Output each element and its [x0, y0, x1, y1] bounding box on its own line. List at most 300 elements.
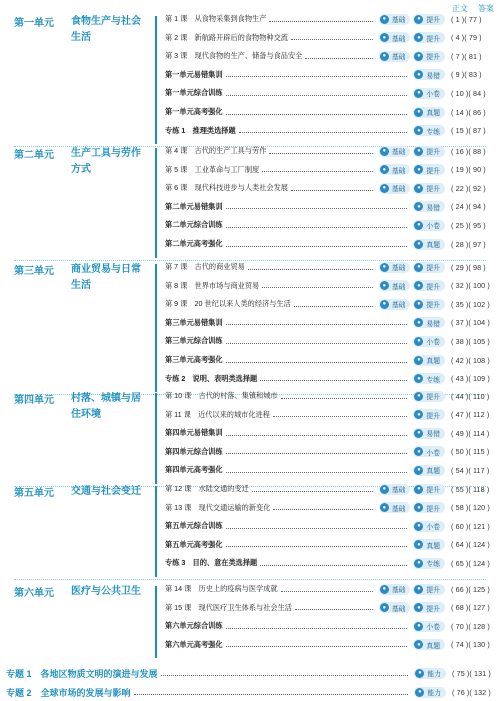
badge-label: 提升	[426, 302, 440, 310]
leader-dots	[226, 95, 408, 96]
badge	[379, 262, 411, 273]
entry-label: 第 14 课 历史上的疫病与医学成就	[165, 584, 278, 593]
page-numbers: ( 76 )( 132 )	[452, 687, 491, 697]
leader-dots	[262, 287, 373, 288]
page-numbers: ( 74 )( 130 )	[451, 640, 490, 650]
circle-icon: ●	[414, 240, 423, 249]
unit-divider	[155, 148, 157, 258]
circle-icon: ●	[414, 263, 423, 272]
circle-icon: ●	[380, 603, 389, 612]
entry-label: 第 5 课 工业革命与工厂制度	[165, 164, 260, 174]
unit-title: 生产工具与劳作方式	[71, 148, 141, 175]
page-numbers: ( 9 )( 83 )	[451, 70, 482, 80]
toc-entry[interactable]	[165, 618, 495, 634]
page-numbers: ( 42 )( 108 )	[451, 355, 490, 365]
badge-label: 提升	[426, 167, 440, 175]
badge	[413, 69, 445, 80]
toc-entry[interactable]	[165, 371, 495, 387]
badge-label: 小卷	[426, 449, 440, 457]
leader-dots	[291, 190, 373, 191]
badge-label: 基础	[391, 302, 406, 310]
page-numbers: ( 14 )( 86 )	[451, 107, 486, 117]
page-numbers: ( 16 )( 88 )	[451, 146, 486, 156]
circle-icon: ●	[414, 15, 423, 24]
circle-icon: ●	[414, 318, 423, 327]
circle-icon: ●	[380, 300, 389, 309]
unit-number: 第五单元	[14, 488, 54, 499]
page-numbers: ( 24 )( 94 )	[451, 202, 486, 212]
entry-label: 第 2 课 新航路开辟后的食物物种交流	[165, 32, 288, 42]
circle-icon: ●	[414, 447, 423, 456]
toc-entry[interactable]	[165, 462, 495, 478]
badge	[413, 409, 445, 420]
entry-label: 第一单元高考强化	[165, 107, 223, 116]
badge	[379, 280, 411, 291]
unit-title: 村落、城镇与居住环境	[71, 393, 141, 420]
badge	[379, 14, 411, 25]
circle-icon: ●	[414, 147, 423, 156]
badge	[413, 201, 445, 212]
badge	[414, 687, 446, 698]
unit-number: 第六单元	[14, 588, 54, 599]
badge-label: 专练	[426, 376, 440, 384]
toc-entry[interactable]	[165, 581, 495, 597]
circle-icon: ●	[414, 202, 423, 211]
header-zhengwen: 正文	[452, 4, 468, 13]
page-numbers: ( 50 )( 115 )	[451, 447, 490, 457]
circle-icon: ●	[414, 300, 423, 309]
badge-label: 基础	[391, 54, 406, 62]
toc-entry[interactable]	[165, 162, 495, 178]
circle-icon: ●	[380, 585, 389, 594]
entry-label: 第三单元易错集训	[165, 317, 223, 327]
circle-icon: ●	[414, 52, 423, 61]
badge	[413, 428, 445, 439]
toc-entry[interactable]	[165, 315, 495, 331]
badge	[413, 521, 445, 532]
badge-label: 提升	[426, 394, 440, 401]
page-numbers: ( 1 )( 77 )	[451, 14, 482, 24]
toc-entry[interactable]	[165, 278, 495, 294]
badge	[379, 183, 411, 194]
page-numbers: ( 35 )( 102 )	[451, 299, 490, 309]
toc-entry[interactable]	[165, 637, 495, 653]
toc-entry[interactable]	[165, 481, 495, 497]
circle-icon: ●	[414, 540, 423, 549]
leader-dots	[226, 76, 408, 77]
circle-icon: ●	[414, 466, 423, 475]
circle-icon: ●	[414, 392, 423, 401]
leader-dots	[294, 306, 373, 307]
toc-entry[interactable]	[165, 537, 495, 553]
badge	[379, 502, 411, 513]
page-numbers: ( 25 )( 95 )	[451, 220, 486, 230]
circle-icon: ●	[414, 374, 423, 383]
badge	[379, 299, 411, 310]
circle-icon: ●	[380, 184, 389, 193]
badge	[413, 639, 445, 650]
page-numbers: ( 58 )( 120 )	[451, 503, 490, 513]
page-numbers: ( 44 )( 110 )	[451, 391, 490, 401]
circle-icon: ●	[380, 15, 389, 24]
leader-dots	[226, 546, 408, 547]
unit-title: 商业贸易与日常生活	[71, 264, 141, 291]
badge	[413, 584, 445, 595]
badge	[379, 146, 411, 157]
badge	[379, 484, 411, 495]
badge-label: 真题	[426, 358, 440, 365]
entry-label: 第一单元综合训练	[165, 88, 223, 98]
leader-dots	[226, 646, 408, 647]
entry-label: 专练 1 推理类选择题	[165, 125, 236, 135]
badge	[379, 51, 411, 62]
topic-entry[interactable]	[6, 684, 496, 700]
circle-icon: ●	[380, 147, 389, 156]
badge	[413, 373, 445, 384]
badge-label: 基础	[391, 167, 406, 175]
badge-label: 小卷	[426, 524, 440, 532]
toc-entry[interactable]	[165, 555, 495, 571]
circle-icon: ●	[380, 281, 389, 290]
leader-dots	[252, 491, 373, 492]
badge	[413, 125, 445, 136]
badge-label: 真题	[426, 110, 440, 117]
toc-entry[interactable]	[165, 180, 495, 196]
page-numbers: ( 10 )( 84 )	[451, 88, 486, 98]
badge-label: 基础	[391, 149, 406, 156]
leader-dots	[226, 453, 408, 454]
circle-icon: ●	[414, 585, 423, 594]
entry-label: 第五单元高考强化	[165, 539, 223, 549]
badge	[413, 502, 445, 513]
unit-divider	[155, 486, 157, 577]
leader-dots	[226, 435, 408, 436]
badge-label: 提升	[426, 587, 440, 594]
badge-label: 基础	[391, 186, 406, 194]
entry-label: 第二单元综合训练	[165, 220, 223, 230]
leader-dots	[226, 227, 408, 228]
leader-dots	[273, 509, 372, 510]
badge	[413, 164, 445, 175]
toc-entry[interactable]	[165, 600, 495, 616]
leader-dots	[260, 565, 407, 566]
circle-icon: ●	[380, 52, 389, 61]
badge	[413, 88, 445, 99]
toc-entry[interactable]	[165, 500, 495, 516]
page-numbers: ( 47 )( 112 )	[451, 410, 490, 420]
circle-icon: ●	[414, 503, 423, 512]
badge	[413, 183, 445, 194]
unit-title: 食物生产与社会生活	[71, 16, 141, 43]
badge-label: 提升	[426, 505, 440, 513]
unit-title: 医疗与公共卫生	[71, 586, 141, 597]
toc-entry[interactable]	[165, 352, 495, 368]
circle-icon: ●	[414, 622, 423, 631]
leader-dots	[226, 208, 408, 209]
leader-dots	[262, 171, 373, 172]
toc-entry[interactable]	[165, 296, 495, 312]
unit-separator	[14, 579, 486, 580]
toc-entry[interactable]	[165, 199, 495, 215]
badge-label: 基础	[391, 605, 406, 613]
page-numbers: ( 19 )( 90 )	[451, 165, 486, 175]
badge-label: 能力	[427, 671, 441, 678]
page-numbers: ( 75 )( 131 )	[452, 668, 491, 678]
toc-entry[interactable]	[165, 85, 495, 101]
leader-dots	[226, 343, 408, 344]
badge-label: 提升	[426, 265, 440, 272]
page-numbers: ( 68 )( 127 )	[451, 603, 490, 613]
badge-label: 提升	[426, 186, 440, 194]
toc-entry[interactable]	[165, 407, 495, 423]
circle-icon: ●	[414, 603, 423, 612]
circle-icon: ●	[380, 263, 389, 272]
badge-label: 基础	[391, 587, 406, 594]
unit-divider	[155, 264, 157, 392]
toc-entry[interactable]	[165, 104, 495, 120]
circle-icon: ●	[414, 165, 423, 174]
leader-dots	[226, 628, 408, 629]
page-numbers: ( 60 )( 121 )	[451, 521, 490, 531]
toc-entry[interactable]	[165, 388, 495, 404]
entry-label: 第一单元易错集训	[165, 69, 223, 79]
toc-entry[interactable]	[165, 30, 495, 46]
badge-label: 小卷	[426, 91, 440, 99]
badge-label: 小卷	[426, 624, 440, 632]
badge-label: 易错	[426, 431, 440, 439]
badge	[379, 584, 411, 595]
badge-label: 真题	[426, 642, 440, 650]
leader-dots	[226, 362, 408, 363]
circle-icon: ●	[380, 485, 389, 494]
entry-label: 第 1 课 从食物采集到食物生产	[165, 14, 267, 23]
toc-entry[interactable]	[165, 143, 495, 159]
entry-label: 第四单元高考强化	[165, 465, 223, 475]
badge-label: 提升	[426, 412, 440, 420]
topic-label: 专题 1 各地区物质文明的演进与发展	[6, 668, 158, 679]
badge-label: 专练	[426, 128, 440, 136]
entry-label: 第四单元综合训练	[165, 446, 223, 456]
leader-dots	[295, 609, 373, 610]
circle-icon: ●	[380, 165, 389, 174]
page-numbers: ( 64 )( 124 )	[451, 540, 490, 550]
unit-number: 第四单元	[14, 395, 54, 406]
circle-icon: ●	[414, 640, 423, 649]
badge	[413, 32, 445, 43]
page-numbers: ( 70 )( 128 )	[451, 621, 490, 631]
badge	[413, 602, 445, 613]
circle-icon: ●	[414, 126, 423, 135]
entry-label: 第 10 课 古代的村落、集镇和城市	[165, 391, 278, 400]
badge-label: 提升	[426, 283, 440, 291]
badge-label: 提升	[426, 605, 440, 613]
badge-label: 基础	[391, 17, 406, 24]
leader-dots	[226, 528, 408, 529]
badge-label: 提升	[426, 149, 440, 156]
unit-number: 第二单元	[14, 150, 54, 161]
badge-label: 真题	[426, 468, 440, 476]
circle-icon: ●	[414, 33, 423, 42]
badge	[379, 164, 411, 175]
entry-label: 第三单元综合训练	[165, 336, 223, 346]
entry-label: 第 7 课 古代的商业贸易	[165, 262, 245, 271]
circle-icon: ●	[414, 356, 423, 365]
circle-icon: ●	[415, 669, 424, 678]
badge-label: 提升	[426, 35, 440, 43]
circle-icon: ●	[414, 559, 423, 568]
circle-icon: ●	[380, 503, 389, 512]
badge	[413, 484, 445, 495]
badge	[379, 602, 411, 613]
badge	[413, 262, 445, 273]
page-numbers: ( 7 )( 81 )	[451, 51, 482, 61]
page-numbers: ( 55 )( 118 )	[451, 484, 490, 494]
badge-label: 小卷	[426, 339, 440, 347]
entry-label: 第三单元高考强化	[165, 355, 223, 364]
badge-label: 基础	[391, 505, 406, 513]
badge-label: 提升	[426, 487, 440, 494]
page-numbers: ( 15 )( 87 )	[451, 126, 486, 136]
unit-number: 第三单元	[14, 266, 54, 277]
leader-dots	[281, 398, 408, 399]
entry-label: 专练 2 说明、表明类选择题	[165, 373, 258, 383]
toc-entry[interactable]	[165, 444, 495, 460]
badge	[413, 220, 445, 231]
page-numbers: ( 49 )( 114 )	[451, 428, 490, 438]
entry-label: 第四单元易错集训	[165, 428, 223, 438]
entry-label: 第六单元综合训练	[165, 621, 223, 631]
circle-icon: ●	[414, 522, 423, 531]
badge-label: 易错	[426, 320, 440, 328]
badge-label: 提升	[426, 54, 440, 62]
badge	[413, 107, 445, 118]
entry-label: 第五单元综合训练	[165, 521, 223, 531]
page-numbers: ( 43 )( 109 )	[451, 374, 490, 384]
topic-label: 专题 2 全球市场的发展与影响	[6, 687, 131, 698]
entry-label: 第 4 课 古代的生产工具与劳作	[165, 146, 267, 155]
badge	[413, 239, 445, 250]
page-numbers: ( 66 )( 125 )	[451, 584, 490, 594]
page-numbers: ( 65 )( 124 )	[451, 558, 490, 568]
page-numbers: ( 28 )( 97 )	[451, 239, 486, 249]
leader-dots	[269, 153, 372, 154]
entry-label: 第 13 课 现代交通运输的新变化	[165, 502, 271, 512]
entry-label: 第 11 课 近代以来的城市化进程	[165, 409, 270, 419]
badge	[379, 32, 411, 43]
page-numbers: ( 54 )( 117 )	[451, 465, 490, 475]
unit-title: 交通与社会变迁	[71, 486, 141, 497]
badge	[413, 465, 445, 476]
page-numbers: ( 37 )( 104 )	[451, 318, 490, 328]
badge-label: 易错	[426, 204, 440, 212]
badge-label: 易错	[426, 72, 440, 80]
leader-dots	[248, 269, 373, 270]
badge	[413, 558, 445, 569]
toc-entry[interactable]	[165, 123, 495, 139]
leader-dots	[281, 591, 373, 592]
entry-label: 专练 3 目的、意在类选择题	[165, 558, 258, 568]
circle-icon: ●	[414, 184, 423, 193]
unit-divider	[155, 393, 157, 484]
leader-dots	[226, 114, 408, 115]
circle-icon: ●	[414, 70, 423, 79]
circle-icon: ●	[415, 688, 424, 697]
badge	[413, 14, 445, 25]
badge	[413, 539, 445, 550]
circle-icon: ●	[414, 108, 423, 117]
leader-dots	[305, 58, 372, 59]
toc-entry[interactable]	[165, 11, 495, 27]
circle-icon: ●	[414, 281, 423, 290]
unit-divider	[155, 16, 157, 144]
leader-dots	[226, 324, 408, 325]
badge-label: 基础	[391, 35, 406, 43]
badge	[413, 391, 445, 402]
badge-label: 小卷	[426, 223, 440, 231]
unit-divider	[155, 586, 157, 658]
leader-dots	[269, 21, 372, 22]
badge	[413, 280, 445, 291]
toc-entry[interactable]	[165, 425, 495, 441]
badge	[413, 621, 445, 632]
badge-label: 基础	[391, 283, 406, 291]
badge	[413, 336, 445, 347]
entry-label: 第 15 课 现代医疗卫生体系与社会生活	[165, 602, 292, 612]
entry-label: 第 8 课 世界市场与商业贸易	[165, 280, 260, 290]
leader-dots	[260, 380, 407, 381]
badge	[413, 146, 445, 157]
entry-label: 第 6 课 现代科技进步与人类社会发展	[165, 183, 288, 193]
leader-dots	[134, 694, 409, 695]
leader-dots	[239, 132, 408, 133]
badge-label: 基础	[391, 487, 406, 494]
page-numbers: ( 29 )( 98 )	[451, 262, 486, 272]
circle-icon: ●	[414, 429, 423, 438]
circle-icon: ●	[414, 485, 423, 494]
entry-label: 第二单元高考强化	[165, 239, 223, 248]
badge-label: 专练	[426, 561, 440, 569]
leader-dots	[226, 246, 408, 247]
leader-dots	[226, 472, 408, 473]
toc-entry[interactable]	[165, 217, 495, 233]
toc-entry[interactable]	[165, 48, 495, 64]
badge-label: 真题	[426, 242, 440, 249]
toc-entry[interactable]	[165, 333, 495, 349]
circle-icon: ●	[414, 89, 423, 98]
entry-label: 第 3 课 现代食物的生产、储备与食品安全	[165, 51, 303, 61]
toc-entry[interactable]	[165, 236, 495, 252]
badge	[413, 299, 445, 310]
unit-number: 第一单元	[14, 18, 54, 29]
topic-entry[interactable]	[6, 665, 496, 681]
page-numbers: ( 22 )( 92 )	[451, 183, 486, 193]
leader-dots	[273, 416, 408, 417]
circle-icon: ●	[414, 337, 423, 346]
page-numbers: ( 4 )( 79 )	[451, 33, 482, 43]
badge-label: 能力	[427, 690, 441, 697]
page-numbers: ( 32 )( 100 )	[451, 281, 490, 291]
entry-label: 第二单元易错集训	[165, 201, 223, 211]
entry-label: 第六单元高考强化	[165, 639, 223, 649]
entry-label: 第 12 课 水陆交通的变迁	[165, 484, 249, 493]
badge	[413, 317, 445, 328]
toc-entry[interactable]	[165, 259, 495, 275]
badge-label: 真题	[426, 542, 440, 550]
leader-dots	[291, 39, 373, 40]
circle-icon: ●	[414, 410, 423, 419]
toc-entry[interactable]	[165, 518, 495, 534]
toc-entry[interactable]	[165, 67, 495, 83]
